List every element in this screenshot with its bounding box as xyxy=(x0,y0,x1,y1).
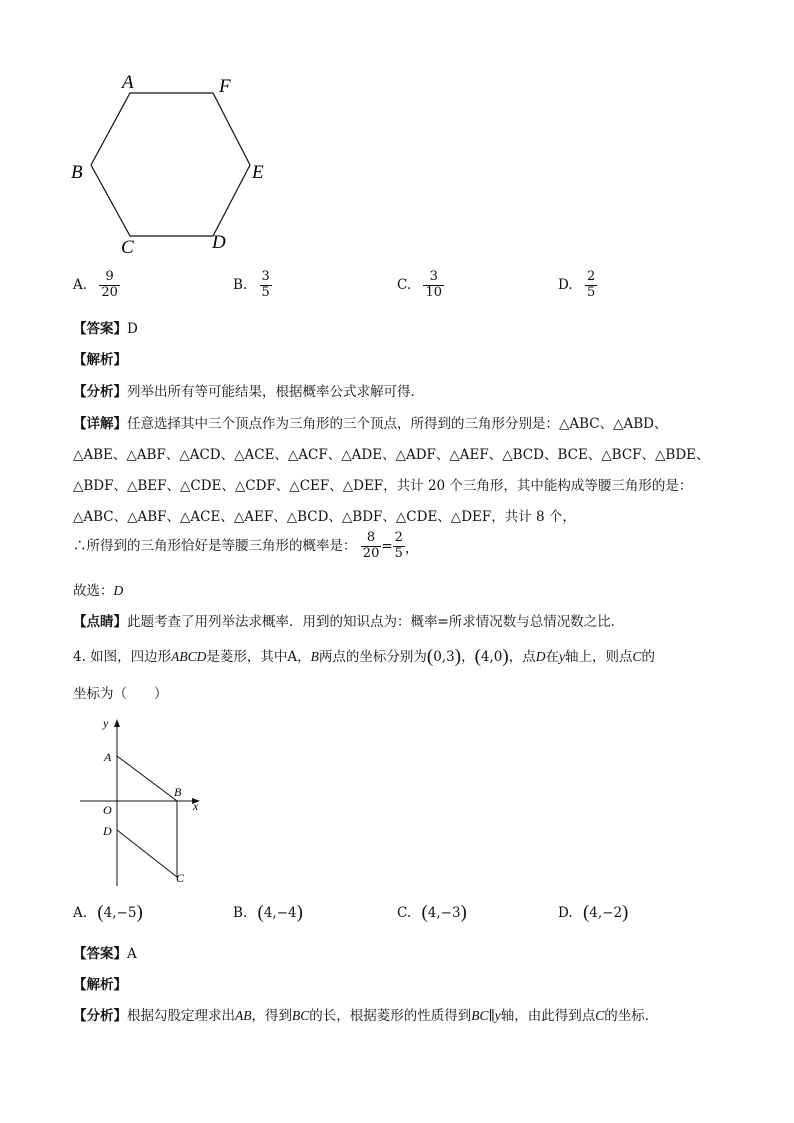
q4-stem-b: B xyxy=(310,649,319,664)
q4-answer xyxy=(73,942,137,962)
q3-probability-line xyxy=(73,531,418,562)
axis-label-y: y xyxy=(103,716,109,730)
q4-stem-part-f: 轴上，则点 xyxy=(564,649,633,665)
q4-stem-y: y xyxy=(558,649,565,664)
q3-option-b-fraction: $\frac{3}{5}$ xyxy=(261,269,270,300)
q4-option-d[interactable]: D. (4,−2) xyxy=(558,902,629,923)
q3-option-c-letter: C. xyxy=(397,276,412,293)
y-axis-arrow xyxy=(114,719,120,727)
q3-answer-value: D xyxy=(127,321,138,337)
q3-dianjing xyxy=(73,610,624,630)
q3-choice-value: D xyxy=(113,583,124,598)
hex-label-a: A xyxy=(122,72,134,93)
hex-label-c: C xyxy=(121,237,134,258)
q4-coord-2: 4,0 xyxy=(480,649,503,665)
hexagon-figure xyxy=(60,60,280,260)
q3-option-c[interactable] xyxy=(397,270,444,301)
q4-fenxi-part-a: 根据勾股定理求出 xyxy=(127,1008,235,1024)
q4-coord-1: 0,3 xyxy=(433,649,455,665)
q3-option-c-fraction: $\frac{3}{10}$ xyxy=(425,269,442,300)
q4-option-b[interactable]: B. (4,−4) xyxy=(233,902,303,923)
q4-stem-part-c: 两点的坐标分别为 xyxy=(318,649,427,665)
q3-xiangjie-line1 xyxy=(73,412,668,432)
q3-choice-text: 故选： xyxy=(73,583,114,599)
origin-label-o: O xyxy=(103,803,112,817)
q4-option-a-value: 4,−5 xyxy=(103,905,137,921)
axis-label-x: x xyxy=(193,799,199,813)
q4-fenxi-part-d: 轴，由此得到点 xyxy=(500,1008,596,1024)
hex-label-b: B xyxy=(71,162,83,183)
q4-option-b-value: 4,−4 xyxy=(263,905,297,921)
hexagon-shape xyxy=(91,93,250,236)
q3-option-a[interactable] xyxy=(73,270,120,301)
q3-fenxi-tag: 【分析】 xyxy=(73,384,127,400)
q4-stem-part-e: 在 xyxy=(545,649,559,665)
q4-fenxi-c: C xyxy=(595,1008,605,1023)
q4-option-c[interactable]: C. (4,−3) xyxy=(397,902,467,923)
q4-fenxi-part-e: 的坐标． xyxy=(604,1008,659,1024)
rhombus-shape xyxy=(117,756,177,877)
hex-label-e: E xyxy=(252,162,264,183)
q3-option-b-letter: B. xyxy=(233,276,248,293)
q4-fenxi-bc-parallel-y: BC∥y xyxy=(471,1008,501,1023)
q3-choice xyxy=(73,579,123,599)
q4-option-d-letter: D. xyxy=(558,905,573,921)
q3-option-b[interactable] xyxy=(233,270,272,301)
q4-answer-tag: 【答案】 xyxy=(73,946,127,962)
q4-analysis-tag: 【解析】 xyxy=(73,977,127,993)
q3-xiangjie-line4: △ABC、△ABF、△ACE、△AEF、△BCD、△BDF、△CDE、△DEF，共计 8 个， xyxy=(73,509,576,525)
q4-stem-part-d: ，点 xyxy=(508,649,536,665)
q4-option-d-value: 4,−2 xyxy=(589,905,623,921)
q3-option-d-fraction: $\frac{2}{5}$ xyxy=(586,269,596,300)
q3-xiangjie-text1: 任意选择其中三个顶点作为三角形的三个顶点，所得到的三角形分别是：△ABC、△ABD、 xyxy=(127,416,668,432)
q4-fenxi-part-c: 的长，根据菱形的性质得到 xyxy=(309,1008,472,1024)
q4-fenxi-bc: BC xyxy=(292,1008,310,1023)
q3-answer xyxy=(73,317,138,337)
q3-xiangjie-tag: 【详解】 xyxy=(73,416,127,432)
q4-stem-line2: 坐标为（ ） xyxy=(73,686,168,702)
q4-option-c-value: 4,−3 xyxy=(427,905,461,921)
point-label-d: D xyxy=(103,824,112,838)
q3-probability-fraction-1: $\frac{8}{20}$ xyxy=(362,530,380,561)
point-label-c: C xyxy=(176,871,185,885)
q3-option-a-fraction: $\frac{9}{20}$ xyxy=(101,269,118,300)
q4-stem-line1: 4. 如图，四边形ABCD是菱形，其中A，B两点的坐标分别为(0,3)，(4,0)，点D在y轴上，则点C的 xyxy=(73,646,655,667)
q4-stem-part-g: 的 xyxy=(641,649,655,665)
q4-stem-part-b: 是菱形，其中A， xyxy=(206,649,311,665)
q4-option-a[interactable]: A. (4,−5) xyxy=(73,902,143,923)
q3-dianjing-text: 此题考查了用列举法求概率．用到的知识点为：概率=所求情况数与总情况数之比． xyxy=(127,614,625,630)
q3-option-a-letter: A. xyxy=(73,276,88,293)
rhombus-coordinate-figure xyxy=(75,712,215,892)
q4-fenxi-tag: 【分析】 xyxy=(73,1008,127,1024)
q3-fenxi xyxy=(73,380,424,400)
q3-answer-tag: 【答案】 xyxy=(73,321,127,337)
q4-fenxi-ab: AB xyxy=(235,1008,252,1023)
q4-option-a-letter: A. xyxy=(73,905,88,921)
q3-probability-equals: = xyxy=(381,538,393,555)
q4-stem-abcd: ABCD xyxy=(171,649,207,664)
q3-option-d[interactable] xyxy=(558,270,597,301)
q3-probability-end: ， xyxy=(404,540,419,557)
q4-fenxi-part-b: ，得到 xyxy=(251,1008,292,1024)
q4-option-b-letter: B. xyxy=(233,905,248,921)
q3-option-d-letter: D. xyxy=(558,276,573,293)
q4-stem-c: C xyxy=(632,649,642,664)
point-label-b: B xyxy=(174,785,182,799)
q3-dianjing-tag: 【点睛】 xyxy=(73,614,127,630)
q3-probability-fraction-2: $\frac{2}{5}$ xyxy=(394,530,403,561)
q3-analysis-tag: 【解析】 xyxy=(73,352,127,368)
hex-label-f: F xyxy=(219,76,231,97)
q3-fenxi-text: 列举出所有等可能结果，根据概率公式求解可得． xyxy=(127,384,424,400)
q4-stem-part-a: 4. 如图，四边形 xyxy=(73,649,172,665)
q4-answer-value: A xyxy=(127,946,137,962)
q3-xiangjie-line3: △BDF、△BEF、△CDE、△CDF、△CEF、△DEF，共计 20 个三角形，其中能构成等腰三角形的是： xyxy=(73,478,693,494)
q3-probability-text: ∴所得到的三角形恰好是等腰三角形的概率是： xyxy=(73,537,357,554)
hex-label-d: D xyxy=(212,232,226,253)
q4-stem-d: D xyxy=(535,649,546,664)
q4-option-c-letter: C. xyxy=(397,905,412,921)
q3-xiangjie-line2: △ABE、△ABF、△ACD、△ACE、△ACF、△ADE、△ADF、△AEF、△BCD、BCE、△BCF、△BDE、 xyxy=(73,447,710,463)
q4-fenxi xyxy=(73,1004,658,1024)
point-label-a: A xyxy=(104,750,112,764)
